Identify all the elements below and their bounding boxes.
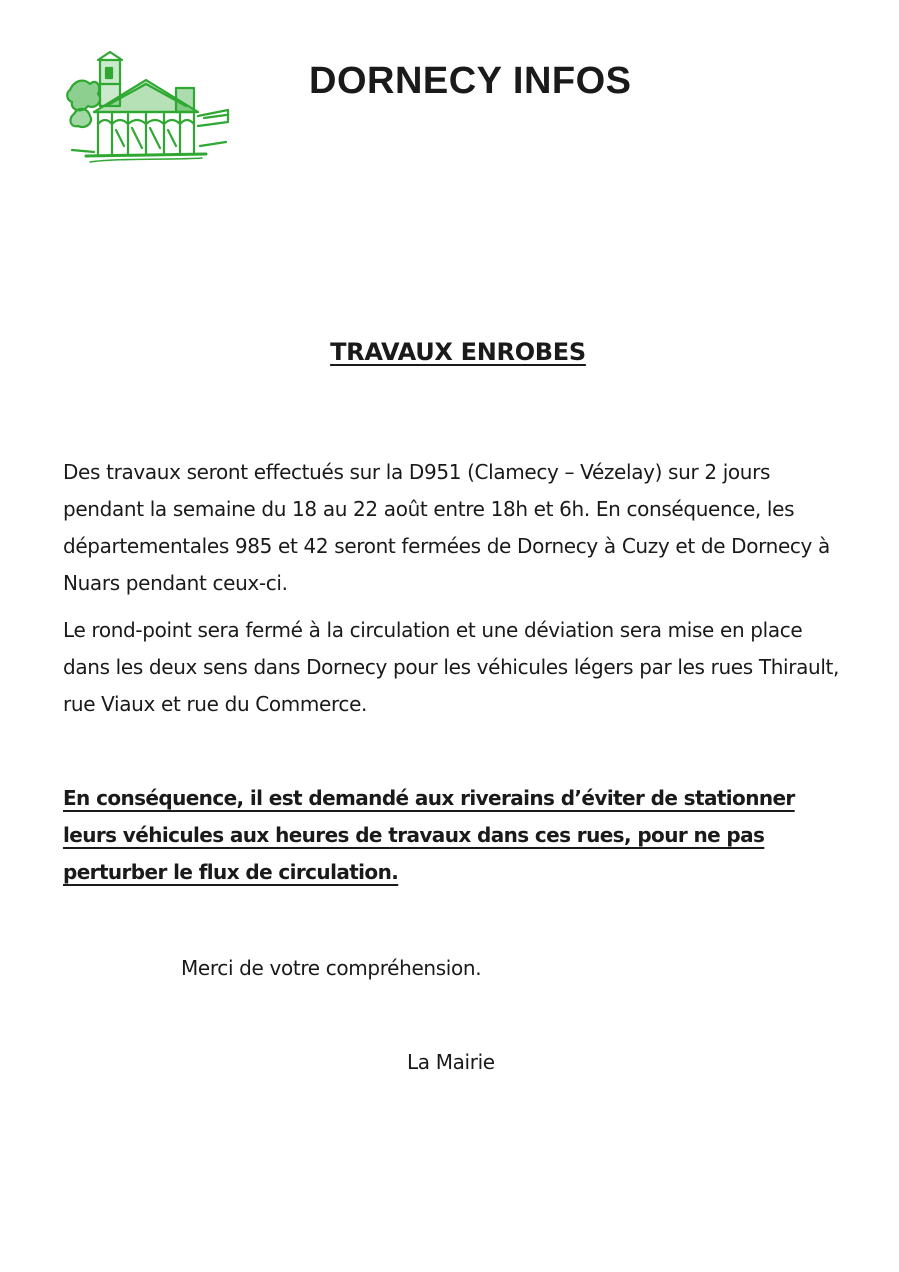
notice-warning-text: En conséquence, il est demandé aux riverains d’éviter de stationner leurs véhicules aux heures de travaux dans ces rues, pour ne pas perturber le flux de circulation.	[63, 786, 795, 884]
masthead-title: DORNECY INFOS	[309, 60, 632, 102]
notice-paragraph-1: Des travaux seront effectués sur la D951 (Clamecy – Vézelay) sur 2 jours pendant la semaine du 18 au 22 août entre 18h et 6h. En conséquence, les départementales 985 et 42 seront fermées de Dornecy à Cuzy et de Dornecy à Nuars pendant ceux-ci.	[63, 460, 830, 595]
notice-title-text: TRAVAUX ENROBES	[330, 338, 586, 366]
notice-paragraph-2: Le rond-point sera fermé à la circulation et une déviation sera mise en place dans les deux sens dans Dornecy pour les véhicules légers par les rues Thirault, rue Viaux et rue du Commerce.	[63, 618, 840, 716]
village-church-logo-icon	[66, 50, 232, 168]
notice-signature: La Mairie	[407, 1050, 495, 1074]
notice-thanks: Merci de votre compréhension.	[181, 956, 482, 980]
notice-warning	[63, 780, 853, 891]
notice-title	[0, 338, 899, 367]
